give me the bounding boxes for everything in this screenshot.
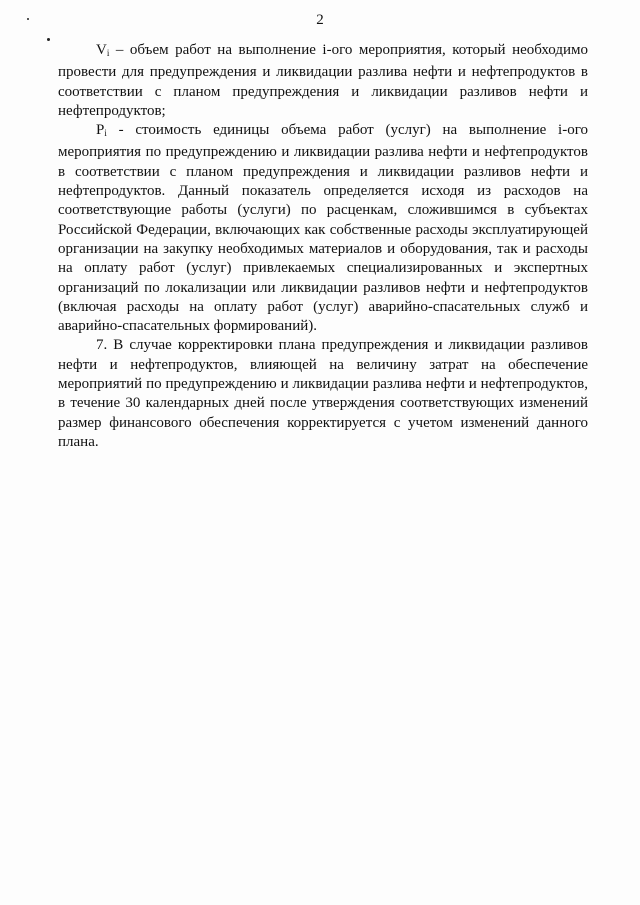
scan-speck bbox=[47, 38, 50, 41]
variable-symbol: $V_i$ bbox=[96, 42, 110, 58]
page-number: 2 bbox=[316, 12, 324, 28]
paragraph-pi-definition bbox=[58, 121, 588, 336]
paragraph-item-7: 7. В случае корректировки плана предупреждения и ликвидации разливов нефти и нефтепродуктов, влияющей на величину затрат на обеспечение мероприятий по предупреждению и ликвидации разлива нефти и нефтепродуктов, в течение 30 календарных дней после утверждения соответствующих изменений размер финансового обеспечения корректируется с учетом изменений данного плана. bbox=[58, 337, 588, 450]
paragraph-vi-definition bbox=[58, 41, 588, 121]
paragraph-text: – объем работ на выполнение i-ого мероприятия, который необходимо провести для предупреждения и ликвидации разлива нефти и нефтепродуктов в соответствии с планом предупреждения и ликвидации разливов нефти и нефтепродуктов; bbox=[58, 42, 588, 119]
variable-symbol: $P_i$ bbox=[96, 122, 107, 139]
document-body bbox=[58, 41, 588, 452]
scan-speck bbox=[27, 18, 29, 20]
paragraph-text: - стоимость единицы объема работ (услуг) на выполнение i-ого мероприятия по предупреждению и ликвидации разлива нефти и нефтепродуктов в соответствии с планом предупреждения и ликвидации разливов нефти и нефтепродуктов. Данный показатель определяется исходя из расходов на соответствующие работы (услуги) по расценкам, сложившимся в субъектах Российской Федерации, включающих как собственные расходы эксплуатирующей организации на закупку необходимых материалов и оборудования, так и расходы на оплату работ (услуг) привлекаемых специализированных и экспертных организаций по локализации или ликвидации разливов нефти и нефтепродуктов (включая расходы на оплату работ (услуг) аварийно-спасательных служб и аварийно-спасательных формирований). bbox=[58, 122, 588, 335]
